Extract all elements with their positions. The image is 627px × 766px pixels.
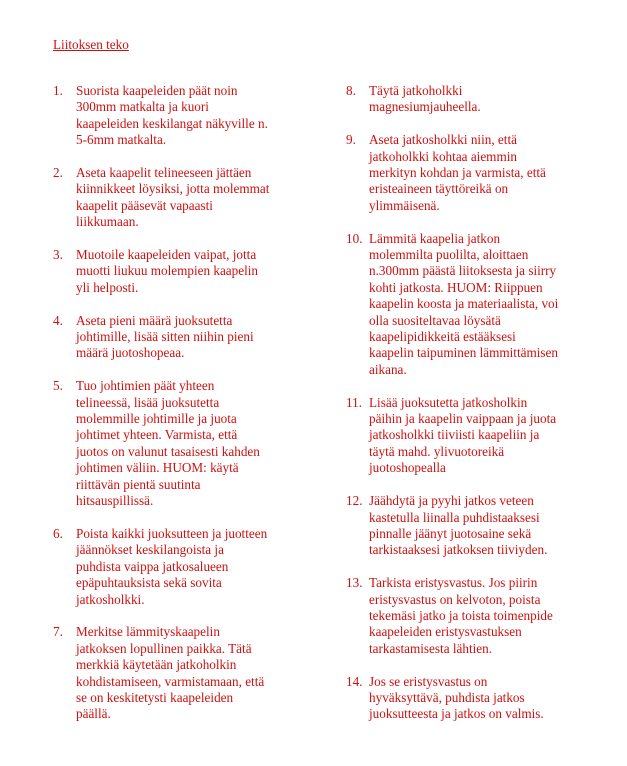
step-number: 8. [346, 83, 356, 98]
step-text-line: Merkitse lämmityskaapelin [76, 624, 220, 640]
step-text-line: Täytä jatkoholkki [369, 83, 463, 98]
step-text-line: magnesiumjauheella. [369, 99, 481, 115]
step-text [369, 674, 586, 723]
step-text-line: määrä juotoshopeaa. [76, 345, 185, 361]
step-number: 4. [53, 312, 63, 328]
step-text [76, 378, 293, 509]
step-text-line: muotti liukuu molempien kaapelin [76, 263, 259, 279]
step-text-line: tarkastamisesta lähtien. [369, 640, 493, 656]
step-text-line: molemmilta puolilta, aloittaen [369, 247, 529, 263]
step-text [369, 83, 586, 116]
step-number: 1. [53, 83, 63, 98]
step-number: 10. [346, 230, 363, 246]
step-text-line: kohdistamiseen, varmistamaan, että [76, 673, 265, 689]
instruction-step [53, 83, 293, 149]
instruction-step [346, 674, 586, 723]
step-text-line: eristeaineen täyttöreikä on [369, 181, 509, 197]
page-title: Liitoksen teko [53, 37, 129, 52]
step-text-line: Lisää juoksutetta jatkosholkin [369, 394, 528, 410]
step-text-line: yli helposti. [76, 279, 139, 295]
step-text-line: Jos se eristysvastus on [369, 673, 488, 689]
step-text-line: 5-6mm matkalta. [76, 132, 167, 148]
step-text-line: riittävän pientä suutinta [76, 476, 201, 492]
step-text-line: jatkoksen lopullinen paikka. Tätä [76, 640, 252, 656]
step-text-line: johtimille, lisää sitten niihin pieni [76, 329, 254, 345]
step-text-line: tarkistaaksesi jatkoksen tiiviyden. [369, 542, 548, 558]
step-text [76, 165, 293, 231]
instruction-list-left [53, 83, 293, 739]
step-text-line: jatkosholkki. [76, 591, 145, 607]
step-text-line: johtimet yhteen. Varmista, että [76, 427, 238, 443]
step-text-line: n.300mm päästä liitoksesta ja siirry [369, 263, 557, 279]
step-text-line: merkityn kohdan ja varmista, että [369, 165, 546, 181]
step-text-line: epäpuhtauksista sekä sovita [76, 575, 222, 591]
step-text-line: ylimmäisenä. [369, 197, 440, 213]
step-text-line: kaapelin taipuminen lämmittämisen [369, 345, 558, 361]
step-text [76, 624, 293, 722]
step-text [76, 313, 293, 362]
step-text [76, 247, 293, 296]
step-text-line: Lämmitä kaapelia jatkon [369, 230, 501, 246]
step-text-line: Jäähdytä ja pyyhi jatkos veteen [369, 493, 534, 509]
step-text-line: kaapeleiden eristysvastuksen [369, 624, 522, 640]
instruction-step [346, 493, 586, 559]
step-number: 12. [346, 493, 363, 509]
step-number: 14. [346, 673, 363, 689]
step-text-line: puhdista vaippa jatkosalueen [76, 558, 229, 574]
instruction-step [346, 83, 586, 116]
step-text-line: johtimen väliin. HUOM: käytä [76, 460, 239, 476]
step-text-line: Aseta kaapelit telineeseen jättäen [76, 165, 252, 181]
step-number: 9. [346, 132, 356, 148]
step-text [76, 83, 293, 149]
instruction-step [53, 624, 293, 722]
step-text-line: kastetulla liinalla puhdistaaksesi [369, 509, 540, 525]
step-text-line: pinnalle jäänyt juotosaine sekä [369, 525, 532, 541]
step-text-line: Muotoile kaapeleiden vaipat, jotta [76, 247, 257, 263]
step-text-line: täytä mahd. ylivuotoreikä [369, 443, 505, 459]
instruction-step [53, 165, 293, 231]
instruction-step [53, 526, 293, 608]
step-text-line: 300mm matkalta ja kuori [76, 99, 209, 115]
step-text-line: jatkosholkki tiiviisti kaapeliin ja [369, 427, 540, 443]
step-number: 13. [346, 575, 363, 591]
step-text-line: kiinnikkeet löysiksi, jotta molemmat [76, 181, 270, 197]
step-text-line: juotos on valunut tasaisesti kahden [76, 443, 260, 459]
step-text-line: kaapeleiden keskilangat näkyville n. [76, 115, 268, 131]
step-text-line: telineessä, lisää juoksutetta [76, 394, 220, 410]
step-text-line: olla suositeltavaa löysätä [369, 312, 501, 328]
step-text [369, 493, 586, 559]
instruction-step [53, 313, 293, 362]
step-text-line: liikkumaan. [76, 214, 139, 230]
step-text [369, 575, 586, 657]
step-text-line: se on keskitetysti kaapeleiden [76, 689, 234, 705]
step-text-line: kohti jatkosta. HUOM: Riippuen [369, 279, 543, 295]
instruction-step [53, 378, 293, 509]
step-number: 5. [53, 378, 63, 394]
step-number: 6. [53, 525, 63, 541]
instruction-step [53, 247, 293, 296]
step-text-line: hyväksyttävä, puhdista jatkos [369, 689, 525, 705]
step-number: 2. [53, 165, 63, 181]
step-text-line: Tuo johtimien päät yhteen [76, 378, 215, 394]
instruction-step [346, 132, 586, 214]
step-text-line: molemmille johtimille ja juota [76, 411, 237, 427]
step-text [369, 132, 586, 214]
step-text-line: hitsauspillissä. [76, 493, 154, 509]
instruction-step [346, 231, 586, 379]
step-text-line: tekemäsi jatko ja toista toimenpide [369, 607, 553, 623]
step-text-line: kaapelit pääsevät vapaasti [76, 197, 213, 213]
step-text-line: aikana. [369, 361, 407, 377]
step-text-line: kaapelin koosta ja materiaalista, voi [369, 296, 559, 312]
step-text-line: Tarkista eristysvastus. Jos piirin [369, 575, 538, 591]
step-text [369, 231, 586, 379]
instruction-list-right [346, 83, 586, 739]
step-text-line: juotoshopealla [369, 460, 446, 476]
step-text [369, 395, 586, 477]
step-text-line: kaapelipidikkeitä estääksesi [369, 329, 516, 345]
step-text-line: jäännökset keskilangoista ja [76, 542, 224, 558]
step-text [76, 526, 293, 608]
step-text-line: Aseta pieni määrä juoksutetta [76, 312, 233, 328]
instruction-step [346, 575, 586, 657]
step-text-line: päällä. [76, 706, 111, 722]
instruction-step [346, 395, 586, 477]
step-text-line: jatkoholkki kohtaa aiemmin [369, 148, 517, 164]
step-text-line: päihin ja kaapelin vaippaan ja juota [369, 411, 557, 427]
step-text-line: eristysvastus on kelvoton, poista [369, 591, 541, 607]
step-number: 7. [53, 624, 63, 640]
step-text-line: Suorista kaapeleiden päät noin [76, 83, 238, 98]
step-text-line: juoksutteesta ja jatkos on valmis. [369, 706, 544, 722]
step-text-line: Aseta jatkosholkki niin, että [369, 132, 517, 148]
step-number: 3. [53, 247, 63, 263]
step-number: 11. [346, 394, 362, 410]
step-text-line: merkkiä käytetään jatkoholkin [76, 657, 237, 673]
step-text-line: Poista kaikki juoksutteen ja juotteen [76, 525, 268, 541]
